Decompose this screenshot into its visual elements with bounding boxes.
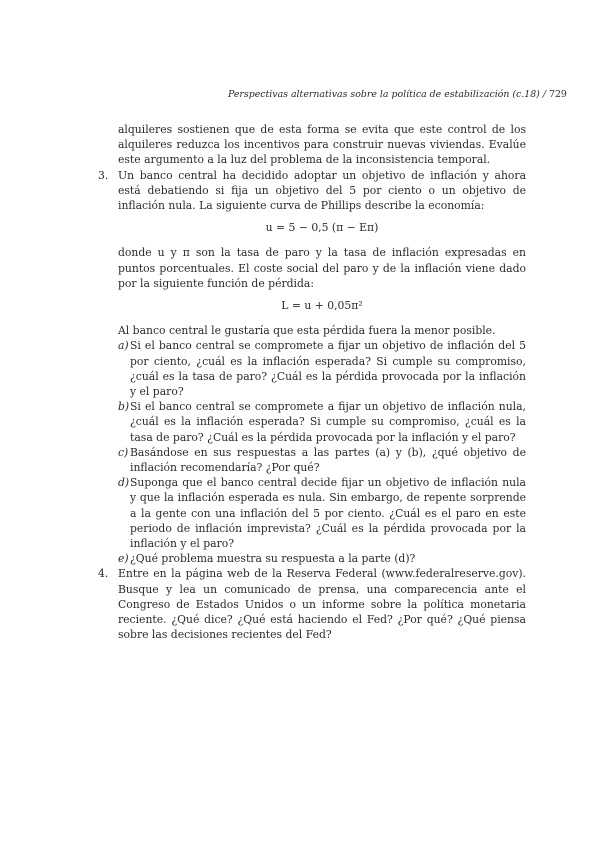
exercise-4-number: 4. [98,567,109,581]
exercise-4 [98,566,526,642]
subitem-e-label: e) [118,552,129,566]
subitem-e [98,551,526,566]
phillips-curve-formula: u = 5 − 0,5 (π − Eπ) [265,221,379,235]
subitem-b [98,399,526,445]
subitem-a [98,338,526,399]
carry-over-paragraph: alquileres sostienen que de esta forma se evita que este control de los alquileres reduzca los incentivos para construir nuevas viviendas. Evalúe este argumento a la luz del problema de la inconsistencia temporal. [118,123,526,167]
exercise-3-middle: donde u y π son la tasa de paro y la tasa de inflación expresadas en puntos porcentuales. El coste social del paro y de la inflación viene dado por la siguiente función de pérdida: [118,246,526,290]
subitem-c-label: c) [118,445,129,459]
subitem-a-label: a) [118,339,129,353]
exercise-3 [98,168,526,339]
subitem-d-label: d) [118,476,130,490]
subitem-c [98,445,526,475]
exercise-3-subitems [98,338,526,566]
subitem-d-text: Suponga que el banco central decide fijar un objetivo de inflación nula y que la inflación esperada es nula. Sin embargo, de repente sorprende a la gente con una inflación del 5 por ciento. ¿Cuál es el paro en este periodo de inflación imprevista? ¿Cuál es la pérdida provocada por la inflación y el paro? [130,476,526,551]
subitem-b-text: Si el banco central se compromete a fijar un objetivo de inflación nula, ¿cuál es la inflación esperada? Si cumple su compromiso, ¿cuál es la tasa de paro? ¿Cuál es la pérdida provocada por la inflación y el paro? [130,400,526,444]
running-header [228,89,567,100]
exercise-3-number: 3. [98,168,109,182]
exercise-3-intro: Un banco central ha decidido adoptar un objetivo de inflación y ahora está debatiendo si fija un objetivo del 5 por ciento o un objetivo de inflación nula. La siguiente curva de Phillips describe la economía: [118,168,526,213]
subitem-c-text: Basándose en sus respuestas a las partes (a) y (b), ¿qué objetivo de inflación recomendaría? ¿Por qué? [130,445,526,475]
running-title: Perspectivas alternativas sobre la política de estabilización (c.18) [228,89,540,100]
subitem-a-text: Si el banco central se compromete a fijar un objetivo de inflación del 5 por ciento, ¿cuál es la inflación esperada? Si cumple su compromiso, ¿cuál es la tasa de paro? ¿Cuál es la pérdida provocada por la inflación y el paro? [130,339,526,399]
exercise-3-closing: Al banco central le gustaría que esta pérdida fuera la menor posible. [118,324,496,338]
header-separator: / [542,89,546,100]
exercise-4-text: Entre en la página web de la Reserva Federal (www.federalreserve.gov). Busque y lea un comunicado de prensa, una comparecencia ante el Congreso de Estados Unidos o un informe sobre la política monetaria reciente. ¿Qué dice? ¿Qué está haciendo el Fed? ¿Por qué? ¿Qué piensa sobre las decisiones recientes del Fed? [118,567,526,642]
loss-function-formula: L = u + 0,05π² [281,299,363,313]
subitem-b-label: b) [118,400,130,414]
subitem-e-text: ¿Qué problema muestra su respuesta a la parte (d)? [130,552,416,566]
subitem-d [98,475,526,551]
page-number: 729 [548,89,567,100]
page-body [98,122,526,643]
